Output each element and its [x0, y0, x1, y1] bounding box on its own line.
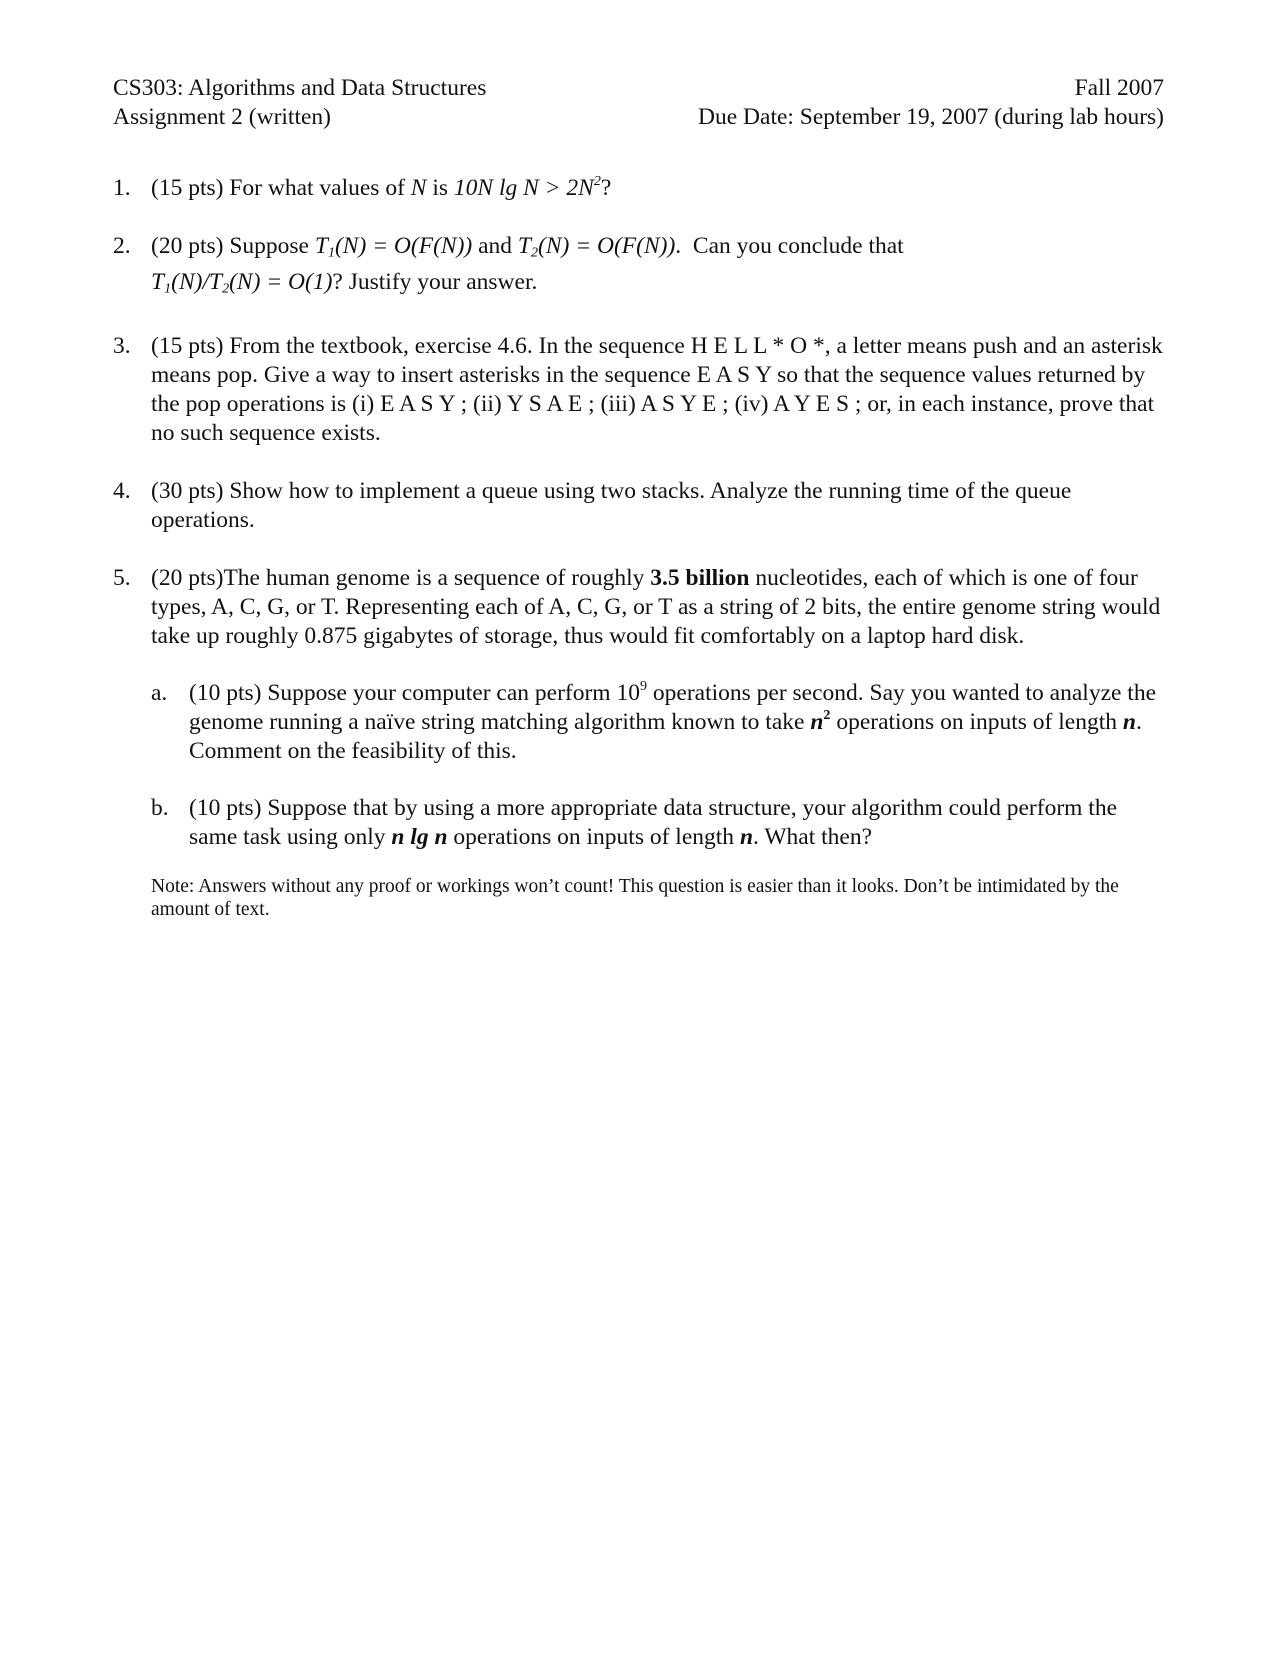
- math-subscript: 2: [222, 280, 230, 297]
- problem-body: [151, 332, 1170, 448]
- subpart-points: (10 pts): [189, 795, 262, 822]
- problem-number: 5.: [113, 565, 131, 592]
- subpart-letter: a.: [151, 680, 168, 707]
- problem-text: is: [432, 175, 449, 201]
- problem-number: 2.: [113, 233, 131, 259]
- math-symbol: = O(F(N)): [372, 233, 473, 259]
- header-row-2: [113, 103, 1164, 132]
- math-operator: >: [544, 175, 561, 201]
- problem-text: The human genome is a sequence of roughly: [223, 565, 645, 592]
- math-symbol: (N): [538, 233, 570, 259]
- problem-points: (20 pts): [151, 233, 224, 259]
- note: Note: Answers without any proof or workings won’t count! This question is easier than it looks. Don’t be intimidated by the amount of text.: [151, 876, 1119, 921]
- math-symbol: = O(F(N)): [575, 233, 676, 259]
- problem-body: [151, 232, 1170, 303]
- subpart-text: operations on inputs of length: [453, 824, 735, 851]
- problem-body: [151, 564, 1170, 651]
- math-subscript: 2: [531, 244, 539, 261]
- problem-points: (20 pts): [151, 565, 224, 592]
- problem-text: .: [675, 233, 682, 259]
- math-symbol: = O(1): [266, 268, 333, 295]
- problem-3: [113, 332, 1170, 448]
- math-symbol: T: [208, 268, 223, 295]
- problem-number: 3.: [113, 333, 131, 360]
- problem-body: [151, 174, 1170, 203]
- problem-number: 4.: [113, 478, 131, 505]
- math-expression: [315, 233, 472, 259]
- problem-1: [113, 174, 1170, 203]
- math-exponent: 2: [823, 707, 831, 724]
- math-symbol: T: [517, 233, 531, 259]
- subpart-body: [189, 679, 1170, 766]
- subpart-letter: b.: [151, 795, 169, 822]
- problem-points: (15 pts): [151, 333, 224, 360]
- subpart-text: operations on inputs of length: [836, 709, 1117, 736]
- document-header: [113, 74, 1164, 132]
- due-date: Due Date: September 19, 2007 (during lab hours): [698, 104, 1164, 130]
- math-subscript: 1: [327, 244, 335, 261]
- problem-number: 1.: [113, 175, 131, 201]
- subpart-text: Suppose that by using a more appropriate data structure, your algorithm could perform the same task using only: [189, 795, 1118, 851]
- math-exponent: 2: [593, 173, 601, 190]
- problem-text: For what values of: [229, 175, 405, 201]
- problem-text: Show how to implement a queue using two stacks. Analyze the running time of the queue operations.: [151, 478, 1072, 534]
- problem-points: (30 pts): [151, 478, 224, 505]
- problem-5: [113, 564, 1170, 651]
- math-expression: n lg n: [391, 824, 448, 851]
- math-variable: n: [739, 824, 754, 851]
- math-exponent: 9: [639, 678, 648, 695]
- math-expression: [454, 175, 601, 201]
- bold-emphasis: 3.5 billion: [650, 565, 750, 592]
- math-symbol: T: [151, 268, 165, 295]
- math-rhs: 2N: [566, 175, 594, 201]
- subpart-text: operations per second. Say you wanted to analyze the genome running a naïve string matching algorithm known to take: [189, 680, 1157, 736]
- problem-5-subparts: [151, 679, 1170, 852]
- subpart-text: Suppose your computer can perform 10: [267, 680, 640, 707]
- math-variable: n: [810, 709, 824, 736]
- problem-text: nucleotides, each of which is one of four types, A, C, G, or T. Representing each of A, C, G, or T as a string of 2 bits, the entire genome string would take up roughly 0.875 gigabytes of storage, thus would fit comfortably on a laptop hard disk.: [151, 565, 1161, 650]
- problem-text: From the textbook, exercise 4.6. In the sequence H E L L * O *, a letter means push and an asterisk means pop. Give a way to insert asterisks in the sequence E A S Y so that the sequence values returned by the pop operations is (i) E A S Y ; (ii) Y S A E ; (iii) A S Y E ; (iv) A Y E S ; or, in each instance, prove that no such sequence exists.: [151, 333, 1163, 447]
- problem-2: [113, 232, 1170, 303]
- subpart-b: [151, 794, 1170, 852]
- assignment-title: Assignment 2 (written): [113, 104, 331, 130]
- math-symbol: (N): [171, 268, 203, 295]
- math-symbol: /: [202, 268, 209, 295]
- problem-points: (15 pts): [151, 175, 224, 201]
- math-lhs: 10N lg N: [453, 175, 539, 201]
- math-symbol: (N): [229, 268, 261, 295]
- math-subscript: 1: [164, 280, 172, 297]
- subpart-text: . What then?: [753, 824, 872, 851]
- problem-text: ?: [600, 175, 612, 201]
- subpart-body: [189, 794, 1170, 852]
- problem-text: and: [478, 233, 513, 259]
- problem-text: Can you conclude that: [692, 233, 904, 259]
- problem-list: [113, 174, 1170, 921]
- math-symbol: T: [314, 233, 328, 259]
- math-expression: [151, 269, 332, 295]
- header-row-1: [113, 74, 1164, 103]
- math-variable: N: [410, 175, 427, 201]
- problem-text: Suppose: [229, 233, 309, 259]
- problem-text: ? Justify your answer.: [332, 268, 538, 295]
- subpart-text: . Comment on the feasibility of this.: [189, 709, 1142, 765]
- math-variable: n: [1122, 709, 1136, 736]
- subpart-a: [151, 679, 1170, 766]
- subpart-points: (10 pts): [189, 680, 262, 707]
- problem-4: [113, 477, 1170, 535]
- term: Fall 2007: [1074, 75, 1164, 101]
- course-title: CS303: Algorithms and Data Structures: [113, 75, 487, 101]
- math-expression: [518, 233, 675, 259]
- problem-body: [151, 477, 1170, 535]
- math-symbol: (N): [334, 233, 367, 259]
